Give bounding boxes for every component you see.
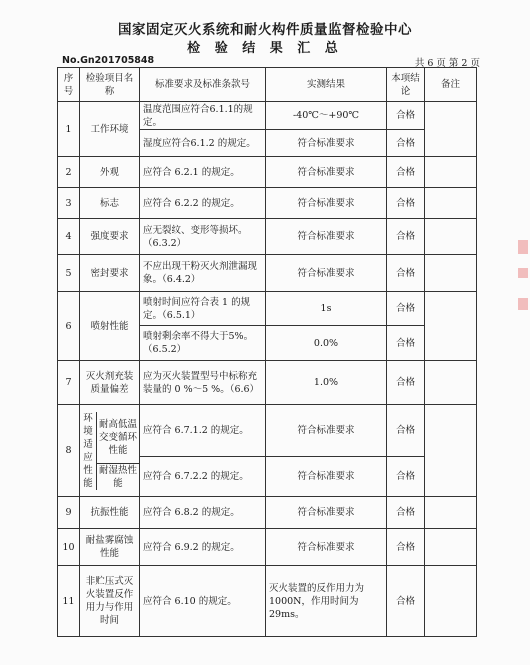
table-row [58, 566, 477, 637]
header-seq: 序号 [58, 68, 80, 102]
row-seq: 10 [58, 529, 80, 566]
row-seq: 6 [58, 292, 80, 361]
row-seq: 9 [58, 497, 80, 529]
row-std: 喷射剩余率不得大于5%。（6.5.2） [140, 326, 266, 361]
row-item: 密封要求 [80, 255, 140, 292]
results-table [57, 67, 477, 637]
table-row [58, 157, 477, 188]
table-row [58, 102, 477, 130]
row-verdict: 合格 [387, 255, 425, 292]
row-verdict: 合格 [387, 361, 425, 405]
row-item-split [80, 405, 140, 497]
row-result: 1s [266, 292, 387, 326]
header-remark: 备注 [425, 68, 477, 102]
row-result: 1.0% [266, 361, 387, 405]
row-verdict: 合格 [387, 157, 425, 188]
row-verdict: 合格 [387, 529, 425, 566]
row-subitem: 耐高低温交变循环性能 [97, 412, 139, 464]
row-std: 应符合 6.9.2 的规定。 [140, 529, 266, 566]
table-row [58, 219, 477, 255]
row-verdict: 合格 [387, 102, 425, 130]
row-result: 符合标准要求 [266, 457, 387, 497]
seal-stamp-fragment [518, 240, 528, 254]
row-result: 符合标准要求 [266, 405, 387, 457]
row-verdict: 合格 [387, 292, 425, 326]
table-row [58, 405, 477, 457]
table-row [58, 292, 477, 326]
row-item: 喷射性能 [80, 292, 140, 361]
row-remark [425, 405, 477, 497]
row-std: 应符合 6.10 的规定。 [140, 566, 266, 637]
row-seq: 5 [58, 255, 80, 292]
row-remark [425, 157, 477, 188]
row-item: 强度要求 [80, 219, 140, 255]
row-std: 应符合 6.7.2.2 的规定。 [140, 457, 266, 497]
row-std: 应符合 6.8.2 的规定。 [140, 497, 266, 529]
header-std: 标准要求及标准条款号 [140, 68, 266, 102]
row-std: 不应出现干粉灭火剂泄漏现象。（6.4.2） [140, 255, 266, 292]
row-remark [425, 497, 477, 529]
row-seq: 1 [58, 102, 80, 157]
row-verdict: 合格 [387, 326, 425, 361]
row-seq: 11 [58, 566, 80, 637]
report-number: No.Gn201705848 [62, 55, 155, 66]
row-seq: 2 [58, 157, 80, 188]
row-std: 应为灭火装置型号中标称充装量的 0 %～5 %。（6.6） [140, 361, 266, 405]
row-std: 喷射时间应符合表 1 的规定。（6.5.1） [140, 292, 266, 326]
row-result: 符合标准要求 [266, 255, 387, 292]
row-verdict: 合格 [387, 188, 425, 219]
row-result: 符合标准要求 [266, 497, 387, 529]
row-result: 符合标准要求 [266, 157, 387, 188]
row-item: 非贮压式灭火装置反作用力与作用时间 [80, 566, 140, 637]
row-result: 符合标准要求 [266, 188, 387, 219]
row-verdict: 合格 [387, 405, 425, 457]
row-std: 应符合 6.2.2 的规定。 [140, 188, 266, 219]
row-std: 湿度应符合6.1.2 的规定。 [140, 130, 266, 157]
row-item: 标志 [80, 188, 140, 219]
row-result: 灭火装置的反作用力为1000N，作用时间为 29ms。 [266, 566, 387, 637]
row-remark [425, 255, 477, 292]
row-group-label: 环境适应性能 [80, 412, 97, 490]
page-info: 共 6 页 第 2 页 [414, 58, 480, 69]
table-row [58, 255, 477, 292]
table-row [58, 188, 477, 219]
row-seq: 4 [58, 219, 80, 255]
row-result: 0.0% [266, 326, 387, 361]
row-remark [425, 292, 477, 361]
row-remark [425, 102, 477, 157]
row-remark [425, 361, 477, 405]
row-item: 抗振性能 [80, 497, 140, 529]
table-row [58, 529, 477, 566]
table-header-row [58, 68, 477, 102]
summary-title: 检 验 结 果 汇 总 [187, 41, 343, 56]
row-std: 应符合 6.7.1.2 的规定。 [140, 405, 266, 457]
row-verdict: 合格 [387, 566, 425, 637]
row-std: 应符合 6.2.1 的规定。 [140, 157, 266, 188]
row-verdict: 合格 [387, 497, 425, 529]
row-seq: 7 [58, 361, 80, 405]
row-remark [425, 188, 477, 219]
header-verdict: 本项结论 [387, 68, 425, 102]
table-row [58, 361, 477, 405]
row-remark [425, 219, 477, 255]
institution-title: 国家固定灭火系统和耐火构件质量监督检验中心 [118, 22, 412, 38]
row-verdict: 合格 [387, 457, 425, 497]
row-remark [425, 566, 477, 637]
row-item: 灭火剂充装质量偏差 [80, 361, 140, 405]
row-verdict: 合格 [387, 219, 425, 255]
row-std: 温度范围应符合6.1.1的规定。 [140, 102, 266, 130]
row-result: 符合标准要求 [266, 219, 387, 255]
seal-stamp-fragment [518, 268, 528, 278]
row-std: 应无裂纹、变形等损坏。（6.3.2） [140, 219, 266, 255]
row-result: 符合标准要求 [266, 529, 387, 566]
row-item: 耐盐雾腐蚀性能 [80, 529, 140, 566]
row-result: -40℃～+90℃ [266, 102, 387, 130]
row-item: 工作环境 [80, 102, 140, 157]
header-result: 实测结果 [266, 68, 387, 102]
row-result: 符合标准要求 [266, 130, 387, 157]
row-verdict: 合格 [387, 130, 425, 157]
row-remark [425, 529, 477, 566]
row-subitem: 耐湿热性能 [99, 464, 138, 489]
row-seq: 3 [58, 188, 80, 219]
row-seq: 8 [58, 405, 80, 497]
table-row [58, 497, 477, 529]
row-item: 外观 [80, 157, 140, 188]
header-item: 检验项目名称 [80, 68, 140, 102]
seal-stamp-fragment [518, 298, 528, 310]
